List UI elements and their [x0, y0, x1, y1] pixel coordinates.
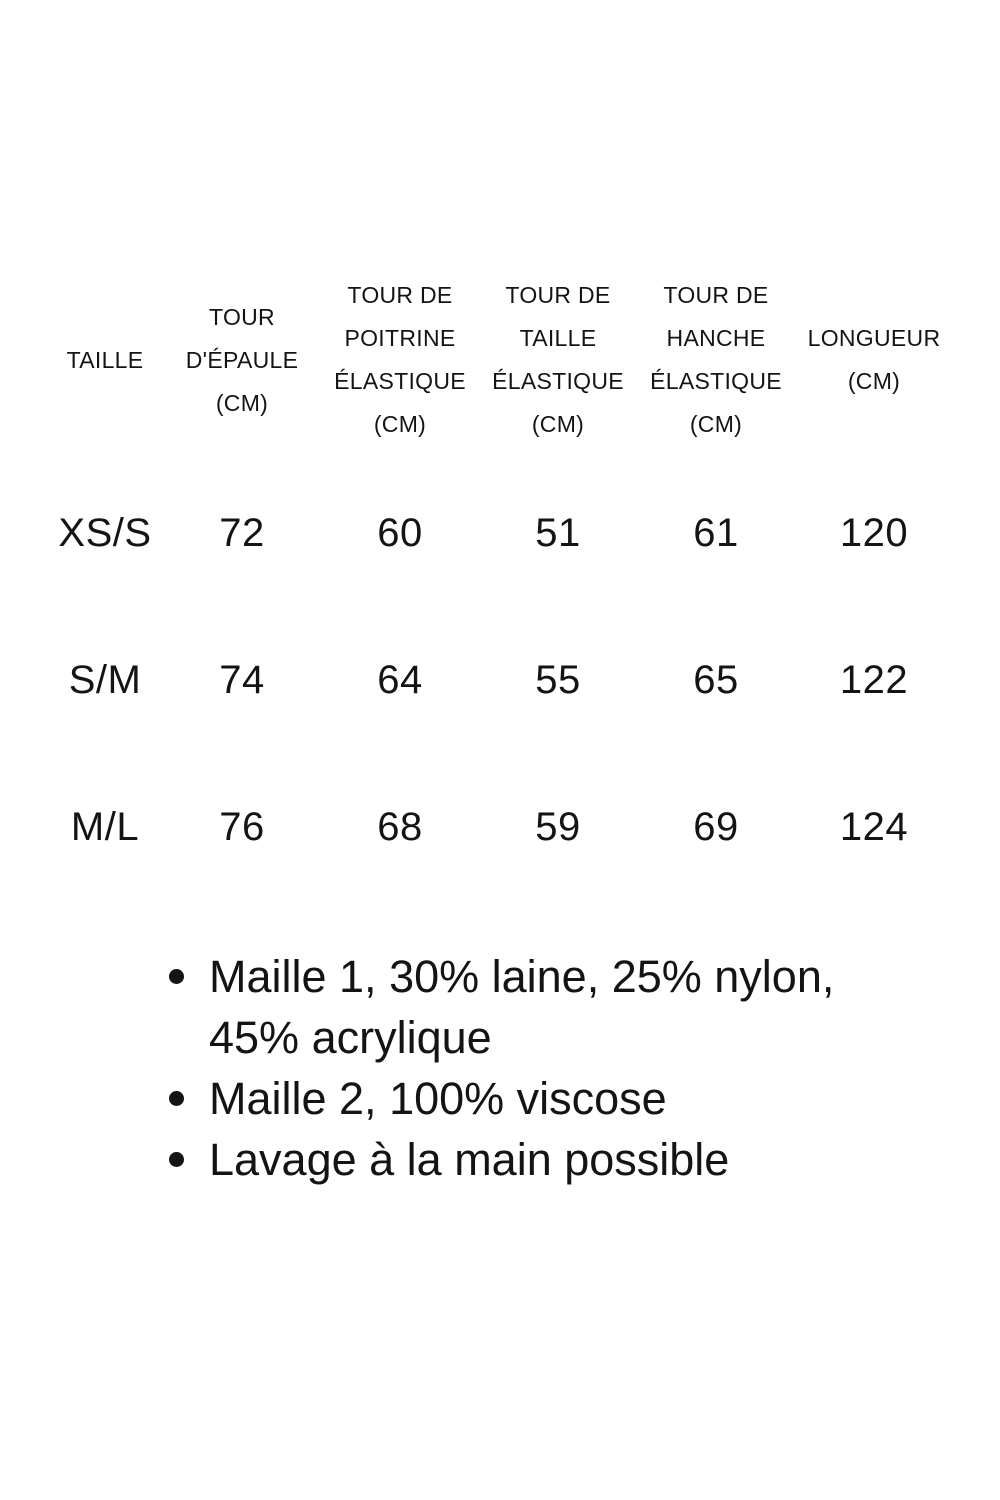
cell-shoulder: 72 — [219, 511, 265, 555]
header-length: LONGUEUR (CM) — [807, 325, 941, 394]
list-item-text: Maille 1, 30% laine, 25% nylon, 45% acrylique — [209, 951, 835, 1063]
cell-size: XS/S — [58, 511, 152, 555]
cell-chest: 64 — [377, 658, 423, 702]
cell-size: S/M — [68, 658, 142, 702]
cell-shoulder: 76 — [219, 805, 265, 849]
cell-waist: 51 — [535, 511, 581, 555]
header-chest: TOUR DE POITRINE ÉLASTIQUE (CM) — [334, 282, 466, 437]
table-row — [0, 797, 1000, 857]
list-item — [165, 1129, 885, 1190]
cell-waist: 59 — [535, 805, 581, 849]
composition-list — [165, 946, 885, 1190]
list-item-text: Maille 2, 100% viscose — [209, 1073, 667, 1124]
cell-hip: 61 — [693, 511, 739, 555]
list-item — [165, 1068, 885, 1129]
cell-hip: 69 — [693, 805, 739, 849]
cell-length: 122 — [839, 658, 909, 702]
bullet-icon — [169, 1091, 184, 1106]
cell-chest: 68 — [377, 805, 423, 849]
header-hip: TOUR DE HANCHE ÉLASTIQUE (CM) — [650, 282, 782, 437]
bullet-icon — [169, 1152, 184, 1167]
header-shoulder: TOUR D'ÉPAULE (CM) — [185, 303, 299, 416]
table-row — [0, 503, 1000, 563]
table-row — [0, 650, 1000, 710]
list-item-text: Lavage à la main possible — [209, 1134, 730, 1185]
bullet-icon — [169, 969, 184, 984]
cell-length: 124 — [839, 805, 909, 849]
cell-shoulder: 74 — [219, 658, 265, 702]
cell-length: 120 — [839, 511, 909, 555]
header-size: TAILLE — [66, 346, 144, 373]
list-item — [165, 946, 885, 1068]
header-waist: TOUR DE TAILLE ÉLASTIQUE (CM) — [492, 282, 624, 437]
table-header-row — [0, 270, 1000, 450]
cell-chest: 60 — [377, 511, 423, 555]
cell-size: M/L — [70, 805, 140, 849]
cell-waist: 55 — [535, 658, 581, 702]
cell-hip: 65 — [693, 658, 739, 702]
